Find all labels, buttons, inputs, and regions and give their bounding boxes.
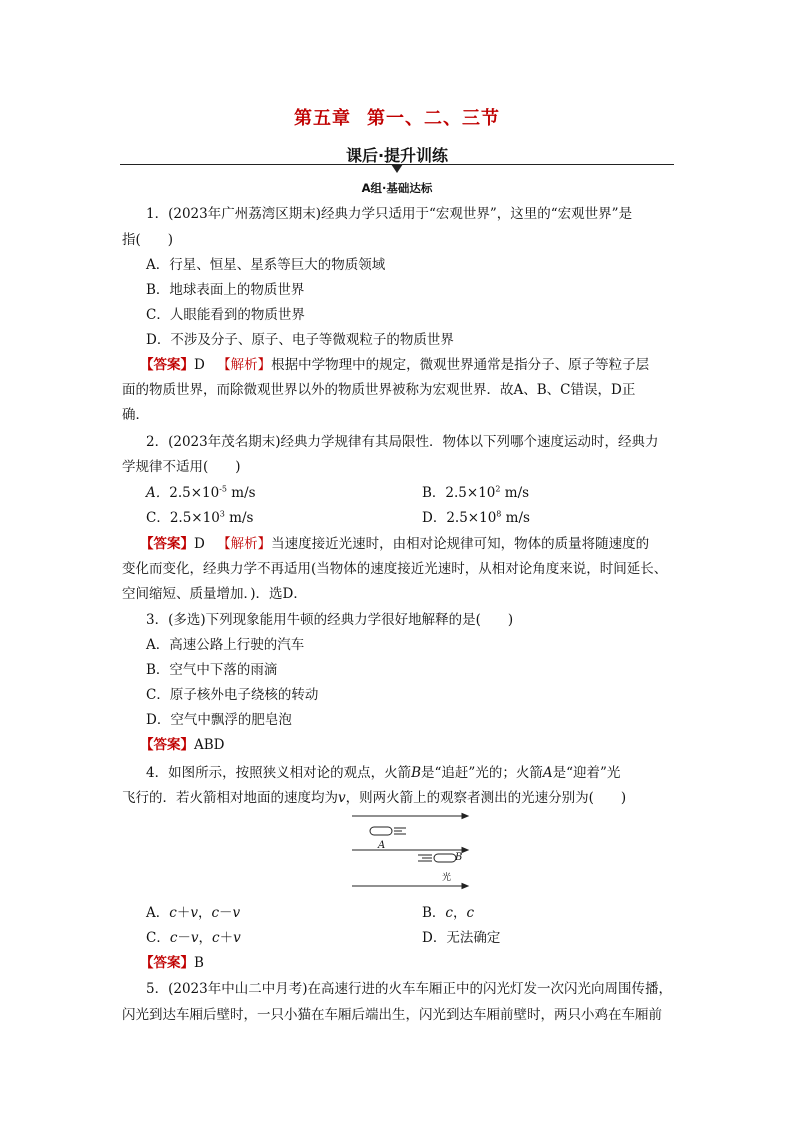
option-exponent: 3: [219, 509, 225, 519]
stem-text: ，则两火箭上的观察者测出的光速分别为( ): [345, 790, 627, 806]
option-unit: m/s: [501, 510, 530, 526]
stem-text: 是“迎着”光: [552, 765, 621, 781]
option-letter: A．: [146, 485, 170, 501]
q5-stem-line1: 5．(2023年中山二中月考)在高速行进的火车车厢正中的闪光灯发一次闪光向周围传播，: [146, 981, 672, 997]
option-exponent: -5: [219, 484, 228, 494]
q4-option-a: A．c＋v，c－v: [146, 905, 241, 921]
q3-answer: ABD: [194, 737, 225, 753]
q3-stem: 3．(多选)下列现象能用牛顿的经典力学很好地解释的是( ): [146, 612, 514, 628]
q2-option-d: [422, 509, 530, 527]
answer-tag: 【答案】: [140, 737, 194, 753]
rocket-b-icon: [434, 854, 456, 862]
q4-option-b: B．c，c: [422, 905, 475, 921]
q4-option-c: C．c－v，c＋v: [146, 930, 241, 946]
q2-option-a: [146, 484, 256, 502]
answer-tag: 【答案】: [140, 955, 194, 971]
q4-answer-line: [140, 954, 204, 972]
q1-option-c: C．人眼能看到的物质世界: [146, 307, 305, 323]
q1-stem-line2: 指( ): [122, 232, 174, 248]
q2-explain-line1: 当速度接近光速时，由相对论规律可知，物体的质量将随速度的: [271, 536, 650, 552]
chapter-title: [0, 104, 794, 130]
q2-stem-line2: 学规律不适用( ): [122, 459, 241, 475]
option-value: D．2.5×10: [422, 510, 497, 526]
option-unit: m/s: [500, 485, 530, 501]
q3-option-d: D．空气中飘浮的肥皂泡: [146, 712, 292, 728]
option-exponent: 2: [495, 484, 501, 494]
q1-option-a: A．行星、恒星、星系等巨大的物质领域: [146, 257, 386, 273]
figure-label-light: 光: [442, 873, 452, 883]
q3-option-b: B．空气中下落的雨滴: [146, 662, 278, 678]
chapter-sections: 第一、二、三节: [367, 108, 500, 129]
q3-option-c: C．原子核外电子绕核的转动: [146, 687, 319, 703]
stem-text: 是“追赶”光的；火箭: [421, 765, 543, 781]
figure-label-a: A: [378, 840, 386, 851]
q1-stem-line1: 1．(2023年广州荔湾区期末)经典力学只适用于“宏观世界”，这里的“宏观世界”是: [146, 206, 633, 222]
explain-tag: 【解析】: [217, 536, 272, 552]
q2-explain-line2: 变化而变化，经典力学不再适用(当物体的速度接近光速时，从相对论角度来说，时间延长、: [122, 561, 668, 577]
q5-stem-line2: 闪光到达车厢后壁时，一只小猫在车厢后端出生，闪光到达车厢前壁时，两只小鸡在车厢前: [122, 1007, 662, 1023]
q3-option-a: A．高速公路上行驶的汽车: [146, 637, 305, 653]
option-value: 2.5×10: [169, 485, 220, 501]
q2-option-c: [146, 509, 253, 527]
rocket-diagram: [350, 812, 470, 890]
q2-option-b: [422, 484, 529, 502]
q1-option-b: B．地球表面上的物质世界: [146, 282, 305, 298]
arrow-head-icon: [462, 814, 468, 819]
q4-stem-line1: [146, 764, 620, 782]
divider-arrow-icon: [391, 164, 403, 173]
q4-answer: B: [194, 955, 204, 971]
q3-answer-line: [140, 736, 225, 754]
explain-tag: 【解析】: [217, 357, 272, 373]
arrow-head-icon: [462, 848, 468, 853]
rocket-a-symbol: A: [542, 765, 553, 781]
velocity-symbol: v: [338, 790, 346, 806]
arrow-head-icon: [462, 884, 468, 889]
q1-explain-line1: 根据中学物理中的规定，微观世界通常是指分子、原子等粒子层: [271, 357, 650, 373]
q1-answer-line: [140, 356, 649, 374]
group-label: A组·基础达标: [361, 181, 433, 195]
q2-stem-line1: 2．(2023年茂名期末)经典力学规律有其局限性．物体以下列哪个速度运动时，经典力: [146, 434, 659, 450]
stem-text: 4．如图所示，按照狭义相对论的观点，火箭: [146, 765, 412, 781]
q4-option-d: D．无法确定: [422, 930, 501, 946]
rocket-a-icon: [370, 827, 392, 835]
figure-label-b: B: [455, 852, 463, 863]
option-exponent: 8: [496, 509, 502, 519]
option-unit: m/s: [224, 510, 254, 526]
q2-answer: D: [194, 536, 205, 552]
answer-tag: 【答案】: [140, 357, 194, 373]
rocket-b-symbol: B: [411, 765, 422, 781]
q1-explain-line2: 面的物质世界，而除微观世界以外的物质世界被称为宏观世界．故A、B、C错误，D正: [122, 382, 636, 398]
q1-explain-line3: 确．: [122, 407, 149, 423]
stem-text: 飞行的．若火箭相对地面的速度均为: [122, 790, 338, 806]
q4-stem-line2: [122, 789, 626, 807]
option-value: B．2.5×10: [422, 485, 496, 501]
q2-answer-line: [140, 535, 649, 553]
answer-tag: 【答案】: [140, 536, 194, 552]
exercise-subtitle: 课后·提升训练: [345, 146, 449, 165]
option-value: C．2.5×10: [146, 510, 220, 526]
q1-option-d: D．不涉及分子、原子、电子等微观粒子的物质世界: [146, 332, 454, 348]
q1-answer: D: [194, 357, 205, 373]
rocket-light-figure: [350, 812, 470, 890]
chapter-number: 第五章: [294, 108, 351, 129]
option-unit: m/s: [227, 485, 256, 501]
q2-explain-line3: 空间缩短、质量增加．)．选D．: [122, 586, 307, 602]
